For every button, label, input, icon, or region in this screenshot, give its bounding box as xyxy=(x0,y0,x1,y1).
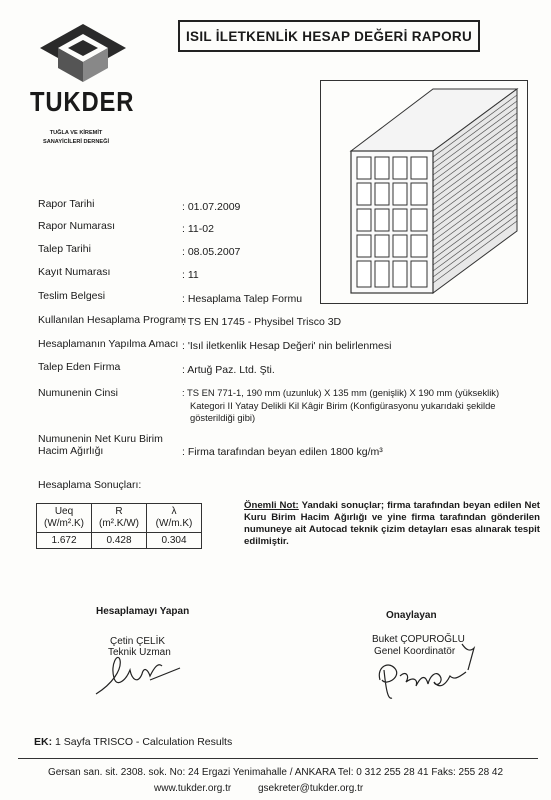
report-title: ISIL İLETKENLİK HESAP DEĞERİ RAPORU xyxy=(178,20,480,52)
results-value-r: 0.428 xyxy=(92,533,147,549)
results-header-r: R (m².K/W) xyxy=(92,504,147,533)
density-value: : Firma tarafından beyan edilen 1800 kg/m³ xyxy=(182,446,383,458)
density-label-line1: Numunenin Net Kuru Birim xyxy=(38,433,163,445)
right-signature-role: Genel Koordinatör xyxy=(374,646,456,657)
note-prefix: Önemli Not: xyxy=(244,500,299,511)
field-value-program: : TS EN 1745 - Physibel Trisco 3D xyxy=(182,316,342,328)
attachment-text: 1 Sayfa TRISCO - Calculation Results xyxy=(52,736,233,748)
footer-web-link[interactable]: www.tukder.org.tr xyxy=(154,783,232,794)
right-handwritten-signature xyxy=(370,640,480,720)
results-value-lambda: 0.304 xyxy=(147,533,202,549)
field-value-rapor-numarasi: : 11-02 xyxy=(182,223,214,235)
field-label-amac: Hesaplamanın Yapılma Amacı xyxy=(38,338,179,350)
results-table xyxy=(36,503,202,549)
field-value-rapor-tarihi: : 01.07.2009 xyxy=(182,201,241,213)
brick-image-frame xyxy=(320,80,528,304)
left-signature-name: Çetin ÇELİK xyxy=(110,636,166,647)
attachment-line xyxy=(34,736,232,748)
field-value-kayit-numarasi: : 11 xyxy=(182,269,199,281)
field-value-numune-cinsi: : TS EN 771-1, 190 mm (uzunluk) X 135 mm (genişlik) X 190 mm (yükseklik) xyxy=(182,387,500,398)
field-value-teslim-belgesi: : Hesaplama Talep Formu xyxy=(182,293,303,305)
tukder-logo-icon xyxy=(38,22,128,84)
field-value-talep-tarihi: : 08.05.2007 xyxy=(182,246,241,258)
footer-email-link[interactable]: gsekreter@tukder.org.tr xyxy=(258,783,364,794)
field-value-firma: : Artuğ Paz. Ltd. Şti. xyxy=(182,364,275,376)
left-signature-role: Teknik Uzman xyxy=(108,647,171,658)
org-name: TUKDER xyxy=(30,86,135,117)
footer-address: Gersan san. sit. 2308. sok. No: 24 Ergazi Yenimahalle / ANKARA Tel: 0 312 255 28 41 Faks: 255 28 42 xyxy=(47,767,504,778)
field-label-kayit-numarasi: Kayıt Numarası xyxy=(38,266,111,278)
brick-drawing xyxy=(321,81,527,303)
field-label-talep-tarihi: Talep Tarihi xyxy=(38,243,91,255)
sample-description-line2: Kategori II Yatay Delikli Kil Kâgir Birim (Konfigürasyonu yukarıdaki şekilde xyxy=(190,400,496,411)
right-signature-name: Buket ÇOPUROĞLU xyxy=(372,634,465,645)
field-label-firma: Talep Eden Firma xyxy=(38,361,121,373)
field-label-teslim-belgesi: Teslim Belgesi xyxy=(38,290,106,302)
results-header-ueq: Ueq (W/m².K) xyxy=(37,504,92,533)
field-label-rapor-numarasi: Rapor Numarası xyxy=(38,220,116,232)
left-signature-heading: Hesaplamayı Yapan xyxy=(96,606,190,617)
results-value-row xyxy=(37,533,202,549)
left-handwritten-signature xyxy=(92,640,182,700)
sample-description-line3: gösterildiği gibi) xyxy=(190,412,256,423)
results-header-row xyxy=(37,504,202,533)
footer-divider xyxy=(18,758,538,759)
field-label-rapor-tarihi: Rapor Tarihi xyxy=(38,198,95,210)
note-text: Yandaki sonuçlar; firma tarafından beyan edilen Net Kuru Birim Hacim Ağırlığı ve yine firma tarafından gönderilen numuneye ait Autocad teknik çizim detayları esas alınarak tespit edilmiştir. xyxy=(244,500,540,547)
field-label-numune-cinsi: Numunenin Cinsi xyxy=(38,387,118,399)
right-signature-heading: Onaylayan xyxy=(386,610,437,621)
important-note xyxy=(244,500,540,548)
results-heading: Hesaplama Sonuçları: xyxy=(38,479,142,491)
results-value-ueq: 1.672 xyxy=(37,533,92,549)
density-label-line2: Hacim Ağırlığı xyxy=(38,445,104,457)
field-value-amac: : 'Isıl iletkenlik Hesap Değeri' nin belirlenmesi xyxy=(182,340,392,352)
field-label-program: Kullanılan Hesaplama Programı xyxy=(38,314,187,326)
org-subtitle: TUĞLA VE KİREMİT SANAYİCİLERİ DERNEĞİ xyxy=(43,130,109,145)
attachment-prefix: EK: xyxy=(34,736,53,748)
results-header-lambda: λ (W/m.K) xyxy=(147,504,202,533)
